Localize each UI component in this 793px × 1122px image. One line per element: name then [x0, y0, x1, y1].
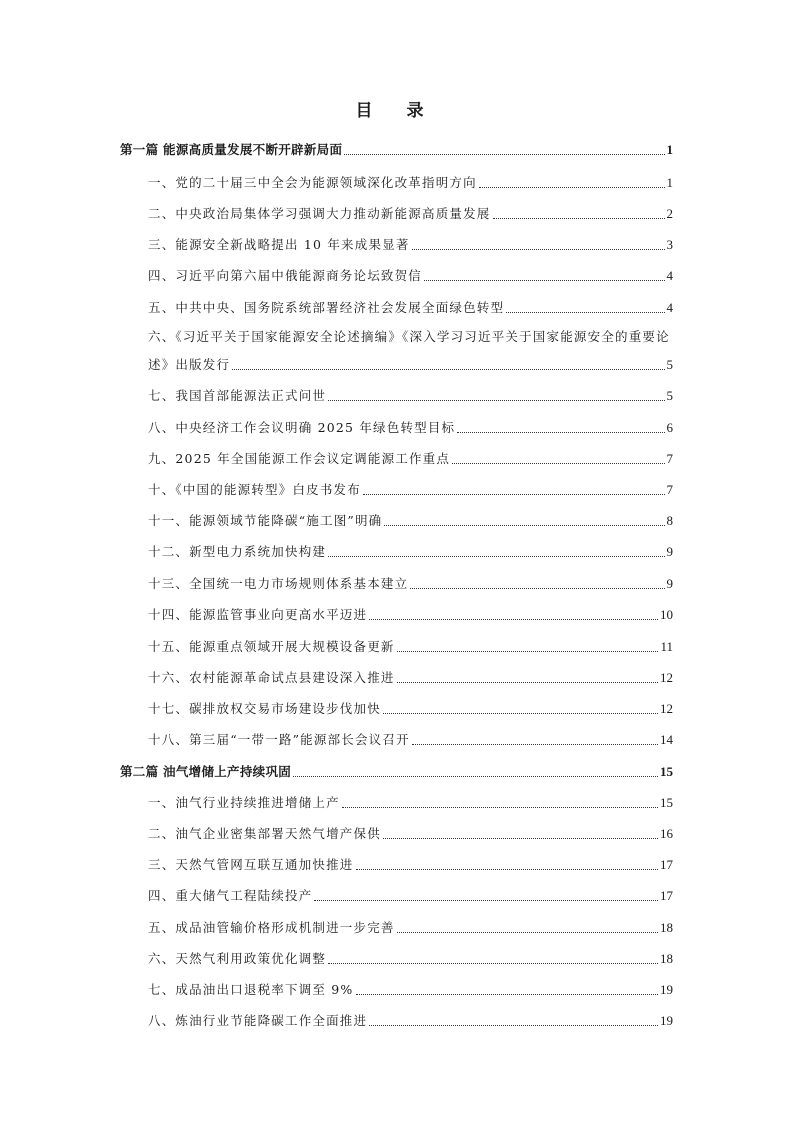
toc-page-number: 15: [660, 764, 673, 779]
toc-entry-label: 四、习近平向第六届中俄能源商务论坛致贺信: [148, 268, 423, 283]
dot-leader: [232, 368, 664, 370]
toc-page-number: 19: [660, 1013, 673, 1028]
dot-leader: [506, 311, 664, 313]
toc-section-entry[interactable]: [120, 140, 673, 160]
dot-leader: [384, 524, 664, 526]
dot-leader: [383, 712, 658, 714]
dot-leader: [363, 493, 665, 495]
toc-entry-label: 十八、第三届“一带一路”能源部长会议召开: [148, 732, 410, 747]
toc-entry[interactable]: [148, 298, 673, 318]
toc-entry[interactable]: [148, 480, 673, 500]
toc-page-number: 3: [666, 237, 673, 252]
toc-page-number: 5: [666, 388, 673, 403]
toc-entry-label-line1: 六、《习近平关于国家能源安全论述摘编》《深入学习习近平关于国家能源安全的重要论: [148, 329, 670, 344]
toc-page-number: 5: [666, 357, 673, 372]
dot-leader: [493, 217, 665, 219]
toc-page-number: 10: [660, 607, 673, 622]
toc-entry-label: 十三、全国统一电力市场规则体系基本建立: [148, 576, 409, 591]
toc-entry-label: 十七、碳排放权交易市场建设步伐加快: [148, 701, 381, 716]
dot-leader: [397, 650, 659, 652]
toc-entry[interactable]: [148, 574, 673, 594]
toc-entry-label: 述》出版发行: [148, 357, 231, 372]
toc-entry-label: 十六、农村能源革命试点县建设深入推进: [148, 670, 395, 685]
toc-entry[interactable]: [148, 918, 673, 938]
toc-entry-label: 八、中央经济工作会议明确 2025 年绿色转型目标: [148, 420, 456, 435]
toc-entry-label: 十、《中国的能源转型》白皮书发布: [148, 482, 361, 497]
dot-leader: [397, 931, 658, 933]
dot-leader: [328, 962, 658, 964]
toc-entry[interactable]: [148, 266, 673, 286]
toc-entry[interactable]: [148, 1011, 673, 1031]
toc-entry-label: 一、油气行业持续推进增储上产: [148, 795, 340, 810]
toc-page-number: 4: [666, 268, 673, 283]
toc-entry-label: 三、天然气管网互联互通加快推进: [148, 857, 354, 872]
toc-entry-label: 七、我国首部能源法正式问世: [148, 388, 327, 403]
toc-entry[interactable]: [148, 173, 673, 193]
toc-entry[interactable]: [148, 886, 673, 906]
dot-leader: [356, 868, 658, 870]
toc-entry-label: 九、2025 年全国能源工作会议定调能源工作重点: [148, 451, 451, 466]
toc-entry-label: 十二、新型电力系统加快构建: [148, 544, 327, 559]
toc-entry-label: 八、炼油行业节能降碳工作全面推进: [148, 1013, 368, 1028]
dot-leader: [344, 153, 664, 155]
dot-leader: [424, 279, 664, 281]
toc-entry[interactable]: [148, 949, 673, 969]
toc-section-entry[interactable]: [120, 762, 673, 782]
toc-page-number: 4: [666, 300, 673, 315]
toc-page-number: 2: [666, 206, 673, 221]
toc-page-number: 7: [666, 451, 673, 466]
dot-leader: [457, 431, 664, 433]
dot-leader: [328, 399, 664, 401]
dot-leader: [479, 186, 665, 188]
toc-entry-label: 五、中共中央、国务院系统部署经济社会发展全面绿色转型: [148, 300, 505, 315]
toc-entry[interactable]: [148, 511, 673, 531]
dot-leader: [356, 993, 658, 995]
dot-leader: [314, 899, 658, 901]
dot-leader: [452, 462, 664, 464]
toc-page-number: 9: [666, 576, 673, 591]
toc-page-number: 18: [660, 920, 673, 935]
toc-page-number: 16: [660, 826, 673, 841]
toc-entry[interactable]: [148, 980, 673, 1000]
toc-page-number: 12: [660, 701, 673, 716]
toc-page-number: 6: [666, 420, 673, 435]
toc-page-number: 15: [660, 795, 673, 810]
toc-entry-label: 五、成品油管输价格形成机制进一步完善: [148, 920, 395, 935]
dot-leader: [383, 837, 658, 839]
toc-page-number: 17: [660, 888, 673, 903]
toc-page-number: 7: [666, 482, 673, 497]
dot-leader: [397, 681, 658, 683]
toc-entry[interactable]: [148, 793, 673, 813]
toc-entry[interactable]: [148, 204, 673, 224]
toc-entry[interactable]: [148, 605, 673, 625]
toc-entry-label: 第二篇 油气增储上产持续巩固: [120, 764, 292, 779]
toc-page-number: 11: [660, 639, 673, 654]
toc-entry[interactable]: [148, 542, 673, 562]
toc-entry-label: 三、能源安全新战略提出 10 年来成果显著: [148, 237, 410, 252]
dot-leader: [410, 587, 664, 589]
toc-page-number: 9: [666, 544, 673, 559]
toc-page-number: 18: [660, 951, 673, 966]
toc-page-number: 8: [666, 513, 673, 528]
toc-page-number: 12: [660, 670, 673, 685]
toc-entry-label: 二、中央政治局集体学习强调大力推动新能源高质量发展: [148, 206, 491, 221]
toc-page-number: 19: [660, 982, 673, 997]
toc-entry[interactable]: [148, 730, 673, 750]
dot-leader: [412, 248, 665, 250]
toc-page-number: 1: [666, 175, 673, 190]
toc-entry-label: 六、天然气利用政策优化调整: [148, 951, 327, 966]
toc-entry[interactable]: [148, 386, 673, 406]
toc-entry[interactable]: [148, 637, 673, 657]
toc-page-number: 17: [660, 857, 673, 872]
toc-entry-label: 四、重大储气工程陆续投产: [148, 888, 313, 903]
toc-entry-label: 一、党的二十届三中全会为能源领域深化改革指明方向: [148, 175, 477, 190]
toc-entry-label: 二、油气企业密集部署天然气增产保供: [148, 826, 381, 841]
dot-leader: [369, 1024, 658, 1026]
dot-leader: [412, 743, 658, 745]
toc-page-number: 1: [666, 142, 673, 157]
toc-entry[interactable]: [148, 418, 673, 438]
toc-entry[interactable]: [148, 699, 673, 719]
toc-page-number: 14: [660, 732, 673, 747]
toc-entry[interactable]: [148, 855, 673, 875]
dot-leader: [369, 618, 658, 620]
page-title: 目 录: [355, 101, 438, 121]
dot-leader: [293, 775, 658, 777]
toc-entry-label: 第一篇 能源高质量发展不断开辟新局面: [120, 142, 343, 157]
dot-leader: [328, 555, 664, 557]
toc-entry-label: 七、成品油出口退税率下调至 9%: [148, 982, 354, 997]
toc-entry[interactable]: [148, 668, 673, 688]
toc-entry-label: 十四、能源监管事业向更高水平迈进: [148, 607, 368, 622]
toc-entry-label: 十一、能源领域节能降碳“施工图”明确: [148, 513, 383, 528]
toc-entry[interactable]: [148, 235, 673, 255]
dot-leader: [342, 806, 658, 808]
toc-entry-label: 十五、能源重点领域开展大规模设备更新: [148, 639, 395, 654]
toc-entry[interactable]: [148, 355, 673, 375]
toc-entry[interactable]: [148, 824, 673, 844]
toc-entry[interactable]: [148, 449, 673, 469]
